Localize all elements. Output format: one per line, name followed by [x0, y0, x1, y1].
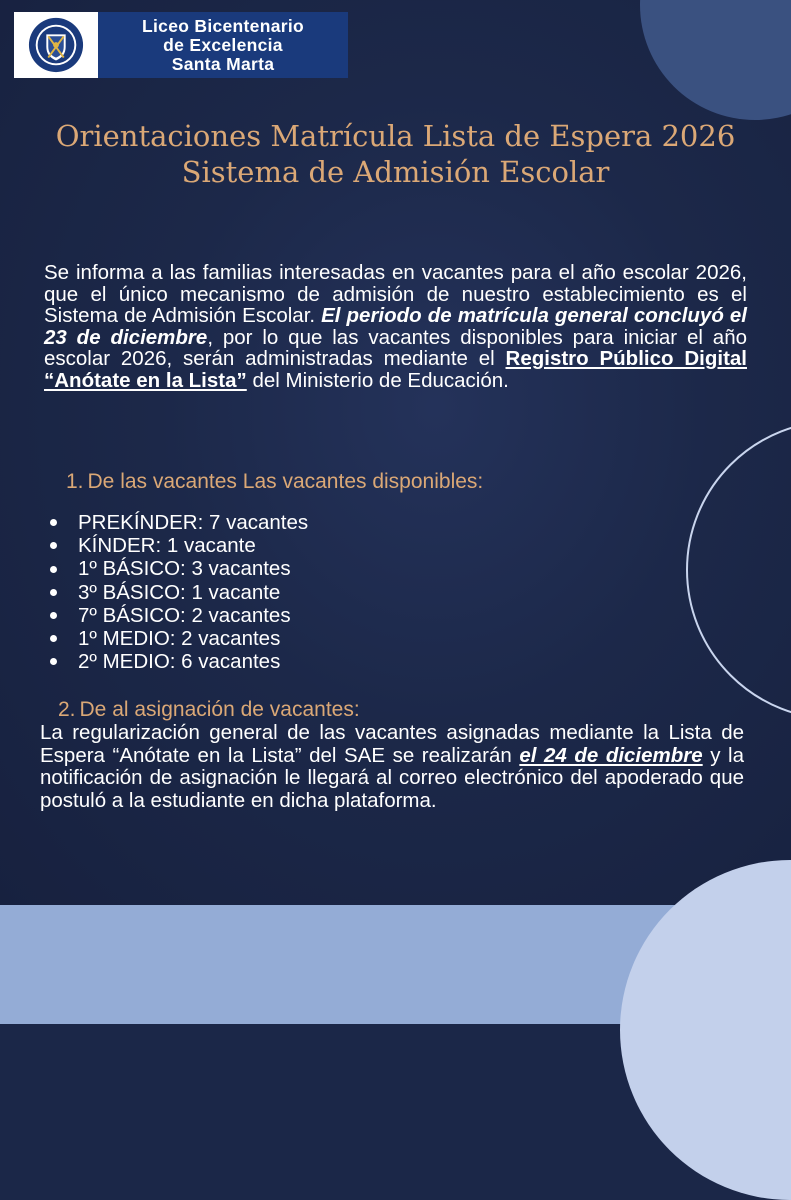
list-item [50, 581, 308, 604]
section-2-heading [58, 698, 360, 722]
vacancy-item-text: 1º MEDIO: 2 vacantes [78, 627, 281, 651]
list-item [50, 650, 308, 673]
intro-text-3: del Ministerio de Educación. [246, 368, 509, 392]
vacancy-item-text: PREKÍNDER: 7 vacantes [78, 511, 309, 534]
list-item [50, 627, 308, 650]
section-1-number: 1. [66, 470, 84, 493]
vacancy-list [50, 511, 308, 673]
list-item [50, 557, 308, 580]
registry-name: Registro Público Digital “Anótate en la Lista” [44, 347, 747, 392]
vacancy-item-text: 1º BÁSICO: 3 vacantes [78, 557, 291, 581]
title-line-2: Sistema de Admisión Escolar [181, 155, 610, 189]
enrollment-closed-notice: El periodo de matrícula general concluyó el 23 de diciembre [44, 304, 747, 349]
school-name-line-1: Liceo Bicentenario [142, 15, 304, 36]
school-name-line-2: de Excelencia [163, 34, 283, 55]
vacancy-item-text: 3º BÁSICO: 1 vacante [78, 580, 281, 604]
bullet-icon [50, 635, 57, 642]
assignment-paragraph [40, 722, 744, 812]
section-1-heading-text: De las vacantes Las vacantes disponibles: [87, 470, 484, 493]
bullet-icon [50, 519, 57, 526]
school-name [98, 17, 348, 74]
bullet-icon [50, 566, 57, 573]
assignment-text-2: y la notificación de asignación le llegará al correo electrónico del apoderado que postuló a la estudiante en dicha plataforma. [40, 743, 744, 812]
section-2-number: 2. [58, 698, 76, 721]
bullet-icon [50, 612, 57, 619]
vacancy-item-text: KÍNDER: 1 vacante [78, 534, 256, 558]
list-item [50, 604, 308, 627]
school-seal-icon [27, 16, 85, 74]
title-line-1: Orientaciones Matrícula Lista de Espera 2026 [55, 119, 736, 153]
page-title [0, 118, 791, 190]
logo-container [14, 12, 98, 78]
assignment-date: el 24 de diciembre [519, 743, 703, 767]
bullet-icon [50, 542, 57, 549]
list-item [50, 534, 308, 557]
list-item [50, 511, 308, 534]
school-name-line-3: Santa Marta [171, 53, 275, 74]
school-header [14, 12, 348, 78]
bullet-icon [50, 589, 57, 596]
vacancy-item-text: 2º MEDIO: 6 vacantes [78, 650, 281, 674]
assignment-text-1: La regularización general de las vacantes asignadas mediante la Lista de Espera “Anótate en la Lista” del SAE se realizarán [40, 721, 744, 767]
intro-paragraph [44, 262, 747, 391]
intro-text-2: , por lo que las vacantes disponibles para iniciar el año escolar 2026, serán administradas mediante el [44, 325, 748, 370]
bullet-icon [50, 658, 57, 665]
intro-text-1: Se informa a las familias interesadas en vacantes para el año escolar 2026, que el único mecanismo de admisión de nuestro establecimiento es el Sistema de Admisión Escolar. [44, 261, 747, 327]
section-2-heading-text: De al asignación de vacantes: [79, 698, 360, 721]
section-1-heading [66, 470, 483, 494]
vacancy-item-text: 7º BÁSICO: 2 vacantes [78, 603, 291, 627]
